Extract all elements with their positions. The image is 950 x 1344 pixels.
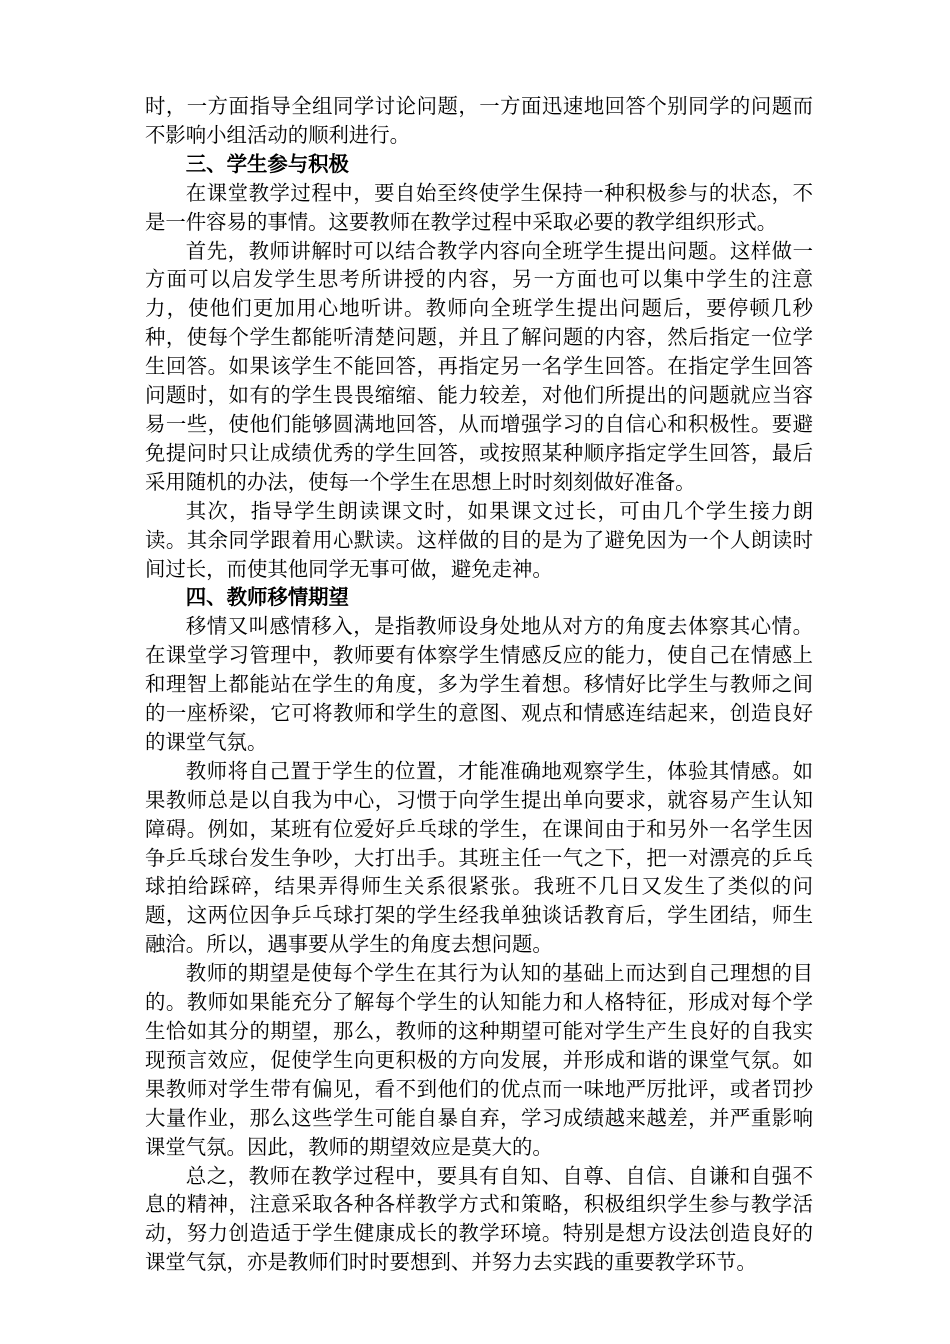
paragraph: 移情又叫感情移入，是指教师设身处地从对方的角度去体察其心情。在课堂学习管理中，教师要有体察学生情感反应的能力，使自己在情感上和理智上都能站在学生的角度，多为学生着想。移情好比学生与教师之间的一座桥梁，它可将教师和学生的意图、观点和情感连结起来，创造良好的课堂气氛。 — [145, 614, 813, 754]
paragraph: 首先，教师讲解时可以结合教学内容向全班学生提出问题。这样做一方面可以启发学生思考所讲授的内容，另一方面也可以集中学生的注意力，使他们更加用心地听讲。教师向全班学生提出问题后，要停顿几秒种，使每个学生都能听清楚问题，并且了解问题的内容，然后指定一位学生回答。如果该学生不能回答，再指定另一名学生回答。在指定学生回答问题时，如有的学生畏畏缩缩、能力较差，对他们所提出的问题就应当容易一些，使他们能够圆满地回答，从而增强学习的自信心和积极性。要避免提问时只让成绩优秀的学生回答，或按照某种顺序指定学生回答，最后采用随机的办法，使每一个学生在思想上时时刻刻做好准备。 — [145, 238, 813, 494]
paragraph: 教师的期望是使每个学生在其行为认知的基础上而达到自己理想的目的。教师如果能充分了解每个学生的认知能力和人格特征，形成对每个学生恰如其分的期望，那么，教师的这种期望可能对学生产生良好的自我实现预言效应，促使学生向更积极的方向发展，并形成和谐的课堂气氛。如果教师对学生带有偏见，看不到他们的优点而一味地严厉批评，或者罚抄大量作业，那么这些学生可能自暴自弃，学习成绩越来越差，并严重影响课堂气氛。因此，教师的期望效应是莫大的。 — [145, 961, 813, 1159]
paragraph: 总之，教师在教学过程中，要具有自知、自尊、自信、自谦和自强不息的精神，注意采取各种各样教学方式和策略，积极组织学生参与教学活动，努力创造适于学生健康成长的教学环境。特别是想方设法创造良好的课堂气氛，亦是教师们时时要想到、并努力去实践的重要教学环节。 — [145, 1163, 813, 1275]
paragraph: 其次，指导学生朗读课文时，如果课文过长，可由几个学生接力朗读。其余同学跟着用心默读。这样做的目的是为了避免因为一个人朗读时间过长，而使其他同学无事可做，避免走神。 — [145, 498, 813, 581]
section-heading-4: 四、教师移情期望 — [185, 585, 349, 610]
paragraph: 在课堂教学过程中，要自始至终使学生保持一种积极参与的状态，不是一件容易的事情。这要教师在教学过程中采取必要的教学组织形式。 — [145, 180, 813, 234]
section-heading-3: 三、学生参与积极 — [185, 151, 349, 176]
paragraph: 教师将自己置于学生的位置，才能准确地观察学生，体验其情感。如果教师总是以自我为中心，习惯于向学生提出单向要求，就容易产生认知障碍。例如，某班有位爱好乒乓球的学生，在课间由于和另外一名学生因争乒乓球台发生争吵，大打出手。其班主任一气之下，把一对漂亮的乒乓球拍给踩碎，结果弄得师生关系很紧张。我班不几日又发生了类似的问题，这两位因争乒乓球打架的学生经我单独谈话教育后，学生团结，师生融洽。所以，遇事要从学生的角度去想问题。 — [145, 758, 813, 957]
paragraph-continued: 时，一方面指导全组同学讨论问题，一方面迅速地回答个别同学的问题而不影响小组活动的顺利进行。 — [145, 94, 813, 147]
document-page — [145, 92, 813, 1277]
